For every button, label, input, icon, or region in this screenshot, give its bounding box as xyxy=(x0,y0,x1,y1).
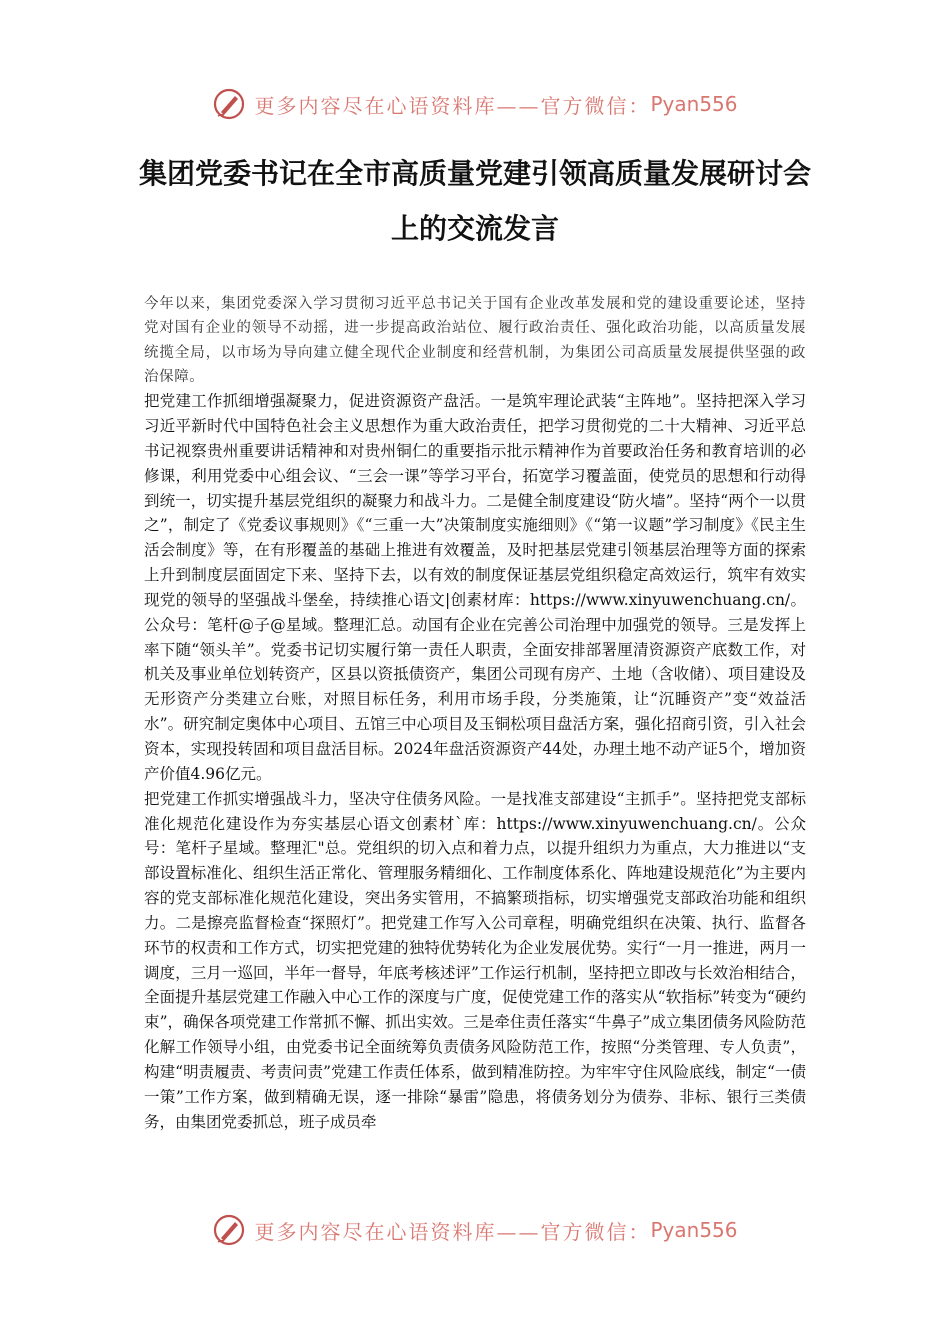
document-title: 集团党委书记在全市高质量党建引领高质量发展研讨会上的交流发言 xyxy=(138,157,811,245)
pen-circle-logo-icon xyxy=(212,1213,246,1247)
banner-text: 更多内容尽在心语资料库——官方微信： xyxy=(254,1219,651,1244)
banner-wechat: Pyan556 xyxy=(650,92,738,116)
banner-text: 更多内容尽在心语资料库——官方微信： xyxy=(254,93,651,118)
body-paragraph-1: 把党建工作抓细增强凝聚力，促进资源资产盘活。一是筑牢理论武装“主阵地”。坚持把深入学习习近平新时代中国特色社会主义思想作为重大政治责任，把学习贯彻党的二十大精神、习近平总书记视察贵州重要讲话精神和对贵州铜仁的重要指示批示精神作为首要政治任务和教育培训的必修课，利用党委中心组会议、“三会一课”等学习平台，拓宽学习覆盖面，使党员的思想和行动得到统一，切实提升基层党组织的凝聚力和战斗力。二是健全制度建设“防火墙”。坚持“两个一以贯之”，制定了《党委议事规则》《“三重一大”决策制度实施细则》《“第一议题”学习制度》《民主生活会制度》等，在有形覆盖的基础上推进有效覆盖，及时把基层党建引领基层治理等方面的探索上升到制度层面固定下来、坚持下去，以有效的制度保证基层党组织稳定高效运行，筑牢有效实现党的领导的坚强战斗堡垒，持续推心语文|创素材库：https://www.xinyuwenchuang.cn/。公众号：笔杆@子@星域。整理汇总。动国有企业在完善公司治理中加强党的领导。三是发挥上率下随“领头羊”。党委书记切实履行第一责任人职责，全面安排部署厘清资源资产底数工作，对机关及事业单位划转资产，区县以资抵债资产，集团公司现有房产、土地（含收储）、项目建设及无形资产分类建立台账，对照目标任务，利用市场手段，分类施策，让“沉睡资产”变“效益活水”。研究制定奥体中心项目、五馆三中心项目及玉铜松项目盘活方案，强化招商引资，引入社会资本，实现投转固和项目盘活目标。2024年盘活资源资产44处，办理土地不动产证5个，增加资产价值4.96亿元。 xyxy=(144,392,806,783)
footer-banner xyxy=(0,1212,950,1248)
document-body xyxy=(144,292,806,1135)
intro-paragraph: 今年以来，集团党委深入学习贯彻习近平总书记关于国有企业改革发展和党的建设重要论述，坚持党对国有企业的领导不动摇，进一步提高政治站位、履行政治责任、强化政治功能，以高质量发展统揽全局，以市场为导向建立健全现代企业制度和经营机制，为集团公司高质量发展提供坚强的政治保障。 xyxy=(144,296,806,385)
banner-wechat: Pyan556 xyxy=(650,1218,738,1242)
pen-circle-logo-icon xyxy=(212,87,246,121)
header-banner xyxy=(0,86,950,122)
body-paragraph-2: 把党建工作抓实增强战斗力，坚决守住债务风险。一是找准支部建设“主抓手”。坚持把党支部标准化规范化建设作为夯实基层心语文创素材`库：https://www.xinyuwenchuang.cn/。公众号：笔杆子星域。整理汇"总。党组织的切入点和着力点，以提升组织力为重点，大力推进以“支部设置标准化、组织生活正常化、管理服务精细化、工作制度体系化、阵地建设规范化”为主要内容的党支部标准化规范化建设，突出务实管用，不搞繁琐指标，切实增强党支部政治功能和组织力。二是擦亮监督检查“探照灯”。把党建工作写入公司章程，明确党组织在决策、执行、监督各环节的权责和工作方式，切实把党建的独特优势转化为企业发展优势。实行“一月一推进，两月一调度，三月一巡回，半年一督导，年底考核述评”工作运行机制，坚持把立即改与长效治相结合，全面提升基层党建工作融入中心工作的深度与广度，促使党建工作的落实从“软指标”转变为“硬约束”，确保各项党建工作常抓不懈、抓出实效。三是牵住责任落实“牛鼻子”成立集团债务风险防范化解工作领导小组，由党委书记全面统筹负责债务风险防范工作，按照“分类管理、专人负责”，构建“明责履责、考责问责”党建工作责任体系，做到精准防控。为牢牢守住风险底线，制定“一债一策”工作方案，做到精确无误，逐一排除“暴雷”隐患，将债务划分为债券、非标、银行三类债务，由集团党委抓总，班子成员牵 xyxy=(144,789,806,1131)
